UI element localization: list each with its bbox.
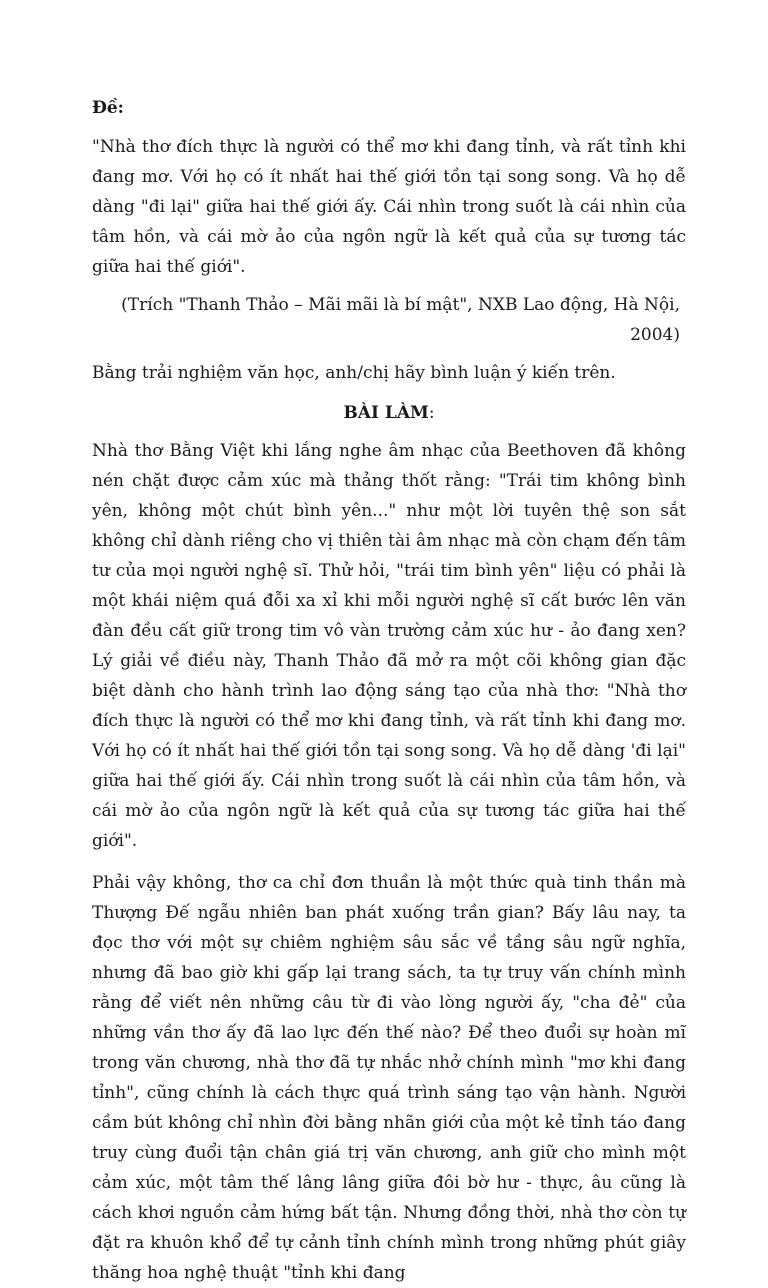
task-instruction: Bằng trải nghiệm văn học, anh/chị hãy bình luận ý kiến trên. <box>92 363 616 383</box>
section-title-text: BÀI LÀM <box>343 403 429 423</box>
citation: (Trích "Thanh Thảo – Mãi mãi là bí mật", NXB Lao động, Hà Nội, 2004) <box>121 295 680 345</box>
section-title <box>92 398 686 428</box>
section-title-colon: : <box>428 403 435 423</box>
document-page <box>92 96 686 1288</box>
essay-paragraph-2: Phải vậy không, thơ ca chỉ đơn thuần là một thức quà tinh thần mà Thượng Đế ngẫu nhiên ban phát xuống trần gian? Bấy lâu nay, ta đọc thơ với một sự chiêm nghiệm sâu sắc về tầng sâu ngữ nghĩa, nhưng đã bao giờ khi gấp lại trang sách, ta tự truy vấn chính mình rằng để viết nên những câu từ đi vào lòng người ấy, "cha đẻ" của những vần thơ ấy đã lao lực đến thế nào? Để theo đuổi sự hoàn mĩ trong văn chương, nhà thơ đã tự nhắc nhở chính mình "mơ khi đang tỉnh", cũng chính là cách thực quá trình sáng tạo vận hành. Người cầm bút không chỉ nhìn đời bằng nhãn giới của một kẻ tỉnh táo đang truy cùng đuổi tận chân giá trị văn chương, anh giữ cho mình một cảm xúc, một tâm thế lâng lâng giữa đôi bờ hư - thực, âu cũng là cách khơi nguồn cảm hứng bất tận. Nhưng đồng thời, nhà thơ còn tự đặt ra khuôn khổ để tự cảnh tỉnh chính mình trong những phút giây thăng hoa nghệ thuật "tỉnh khi đang <box>92 873 686 1283</box>
prompt-heading: Đề: <box>92 98 124 118</box>
essay-paragraph-1: Nhà thơ Bằng Việt khi lắng nghe âm nhạc của Beethoven đã không nén chặt được cảm xúc mà thảng thốt rằng: "Trái tim không bình yên, không một chút bình yên..." như một lời tuyên thệ son sắt không chỉ dành riêng cho vị thiên tài âm nhạc mà còn chạm đến tâm tư của mọi người nghệ sĩ. Thử hỏi, "trái tim bình yên" liệu có phải là một khái niệm quá đỗi xa xỉ khi mỗi người nghệ sĩ cất bước lên văn đàn đều cất giữ trong tim vô vàn trường cảm xúc hư - ảo đang xen? Lý giải về điều này, Thanh Thảo đã mở ra một cõi không gian đặc biệt dành cho hành trình lao động sáng tạo của nhà thơ: "Nhà thơ đích thực là người có thể mơ khi đang tỉnh, và rất tỉnh khi đang mơ. Với họ có ít nhất hai thế giới tồn tại song song. Và họ dễ dàng 'đi lại" giữa hai thế giới ấy. Cái nhìn trong suốt là cái nhìn của tâm hồn, và cái mờ ảo của ngôn ngữ là kết quả của sự tương tác giữa hai thế giới". <box>92 441 686 851</box>
prompt-quote: "Nhà thơ đích thực là người có thể mơ khi đang tỉnh, và rất tỉnh khi đang mơ. Với họ có ít nhất hai thế giới tồn tại song song. Và họ dễ dàng "đi lại" giữa hai thế giới ấy. Cái nhìn trong suốt là cái nhìn của tâm hồn, và cái mờ ảo của ngôn ngữ là kết quả của sự tương tác giữa hai thế giới". <box>92 137 686 277</box>
